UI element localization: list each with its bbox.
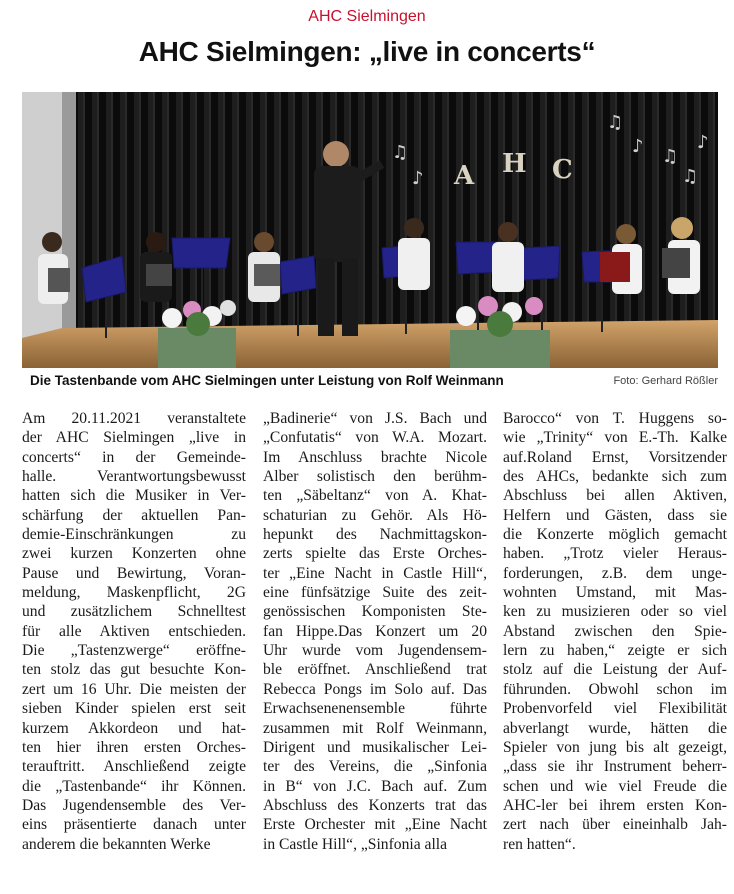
body-text-line: Probenvorfeld viel Flexibilität — [503, 700, 727, 718]
body-text-line: anderem die bekannten Werke — [22, 835, 211, 853]
body-text-line: schaturian zu Gehör. Als Hö- — [263, 506, 487, 524]
body-text-line: terauftritt. Anschließend zeigte — [22, 758, 246, 776]
body-text-line: in Castle Hill“, „Sinfonia alla — [263, 835, 448, 853]
body-text-line: Abstand zwischen den Spie- — [503, 622, 727, 640]
body-text-line: Das Jugendensemble des Ver- — [22, 796, 246, 814]
body-text-line: Die „Tastenzwerge“ eröffne- — [22, 642, 246, 660]
body-text-line: Abschluss bei allen Aktiven, — [503, 487, 727, 505]
body-text-line: halle. Verantwortungsbewusst — [22, 468, 246, 486]
body-text-line: eins präsentierte danach unter — [22, 816, 246, 834]
body-text-line: ten „Säbeltanz“ von A. Khat- — [263, 487, 487, 505]
body-text-line: zert um 16 Uhr. Die meisten der — [22, 680, 246, 698]
body-text-line: schärfung der aktuellen Pan- — [22, 506, 246, 524]
body-text-line: hepunkt des Nachmittagskon- — [263, 526, 487, 544]
body-text-line: zwei kurzen Konzerten ohne — [22, 545, 246, 563]
body-text-line: der AHC Sielmingen „live in — [22, 429, 246, 447]
body-text-line: ter des Vereins, die „Sinfonia — [263, 758, 487, 776]
body-text-line: Pause und Bewirtung, Voran- — [22, 564, 246, 582]
body-text-line: meldung, Maskenpflicht, 2G — [22, 584, 246, 602]
body-text-line: ter „Eine Nacht in Castle Hill“, — [263, 564, 487, 582]
body-text-line: Spieler von jung bis alt gezeigt, — [503, 738, 727, 756]
svg-text:♪: ♪ — [412, 168, 424, 189]
body-text-line: demie-Einschränkungen zu — [22, 526, 246, 544]
body-text-line: zert nach über eineinhalb Jah- — [503, 816, 727, 834]
photo-credit: Foto: Gerhard Rößler — [613, 375, 718, 387]
body-text-line: fan Hippe.Das Konzert um 20 — [263, 622, 487, 640]
svg-text:♫: ♫ — [662, 146, 679, 167]
body-text-line: Rebecca Pongs im Solo auf. Das — [263, 680, 487, 698]
body-text-line: Abschluss des Konzerts trat das — [263, 796, 487, 814]
body-text-line: in B“ von J.C. Bach auf. Zum — [263, 777, 487, 795]
svg-text:A: A — [454, 161, 475, 191]
body-text-line: „Confutatis“ von W.A. Mozart. — [263, 429, 487, 447]
body-text-line: ren hatten“. — [503, 835, 576, 853]
body-text-line: hatten sich die Musiker in Ver- — [22, 487, 246, 505]
body-text-line: ble eröffnet. Anschließend trat — [263, 661, 487, 679]
body-text-line: Am 20.11.2021 veranstaltete — [22, 410, 246, 427]
body-text-line: ten hier ihren ersten Orches- — [22, 738, 246, 756]
svg-text:C: C — [552, 155, 573, 185]
body-text-line: Dirigent und musikalischer Lei- — [263, 738, 487, 756]
article-column-1 — [22, 409, 246, 854]
photo-caption-row — [22, 373, 718, 393]
body-text-line: Erwachsenenensemble führte — [263, 700, 487, 718]
body-text-line: stolz auf die Leistung der Auf- — [503, 661, 727, 679]
photo-caption: Die Tastenbande vom AHC Sielmingen unter Leistung von Rolf Weinmann — [30, 373, 504, 388]
body-text-line: haben. „Trotz vieler Heraus- — [503, 545, 727, 563]
body-text-line: forderungen, z.B. dem unge- — [503, 564, 727, 582]
article-headline: AHC Sielmingen: „live in concerts“ — [138, 36, 596, 67]
concert-photo — [22, 92, 718, 368]
body-text-line: sieben Kinder spielen erst seit — [22, 700, 246, 718]
body-text-line: ten stolz das gut besuchte Kon- — [22, 661, 246, 679]
svg-text:♪: ♪ — [632, 136, 644, 157]
body-text-line: Im Anschluss brachte Nicole — [263, 448, 487, 466]
article-column-2 — [263, 409, 487, 854]
body-text-line: führunden. Obwohl schon im — [503, 680, 727, 698]
body-text-line: des AHCs, bedankte sich zum — [503, 468, 727, 486]
body-text-line: eine fünfsätzige Suite des zeit- — [263, 584, 487, 602]
body-text-line: die „Tastenbande“ ihr Können. — [22, 777, 246, 795]
body-text-line: abverlangt wurde, hätten die — [503, 719, 727, 737]
body-text-line: kurzem Akkordeon und hat- — [22, 719, 246, 737]
body-text-line: Barocco“ von T. Huggens so- — [503, 410, 727, 427]
body-text-line: wie „Trinity“ von E.-Th. Kalke — [503, 429, 727, 447]
body-text-line: „Badinerie“ von J.S. Bach und — [263, 410, 487, 427]
svg-text:♪: ♪ — [697, 132, 709, 153]
body-text-line: Erste Orchester mit „Eine Nacht — [263, 816, 487, 834]
body-text-line: zerts spielte das Erste Orches- — [263, 545, 487, 563]
body-text-line: ken zu musizieren oder so viel — [503, 603, 727, 621]
svg-text:♫: ♫ — [607, 112, 624, 133]
concert-photo-illustration — [22, 92, 718, 368]
body-text-line: auf.Roland Ernst, Vorsitzender — [503, 448, 727, 466]
body-text-line: die Konzerte möglich gemacht — [503, 526, 727, 544]
body-text-line: AHC-ler bei ihrem ersten Kon- — [503, 796, 727, 814]
body-text-line: zusammen mit Rolf Weinmann, — [263, 719, 487, 737]
svg-text:♫: ♫ — [392, 142, 409, 163]
body-text-line: schen und wie viel Freude die — [503, 777, 727, 795]
section-kicker: AHC Sielmingen — [308, 8, 426, 25]
article-column-3 — [503, 409, 727, 854]
body-text-line: lern zu haben,“ zeigte er sich — [503, 642, 727, 660]
body-text-line: Uhr wurde vom Jugendensem- — [263, 642, 487, 660]
body-text-line: concerts“ in der Gemeinde- — [22, 448, 246, 466]
body-text-line: Helfern und Gästen, dass sie — [503, 506, 727, 524]
body-text-line: wohnten Umstand, mit Mas- — [503, 584, 727, 602]
body-text-line: für alle Aktiven entschieden. — [22, 622, 246, 640]
svg-text:H: H — [502, 149, 527, 179]
body-text-line: und zusätzlichem Schnelltest — [22, 603, 246, 621]
body-text-line: Alber solistisch den berühm- — [263, 468, 487, 486]
body-text-line: genössischen Komponisten Ste- — [263, 603, 487, 621]
body-text-line: „dass sie ihr Instrument beherr- — [503, 758, 727, 776]
svg-text:♫: ♫ — [682, 166, 699, 187]
